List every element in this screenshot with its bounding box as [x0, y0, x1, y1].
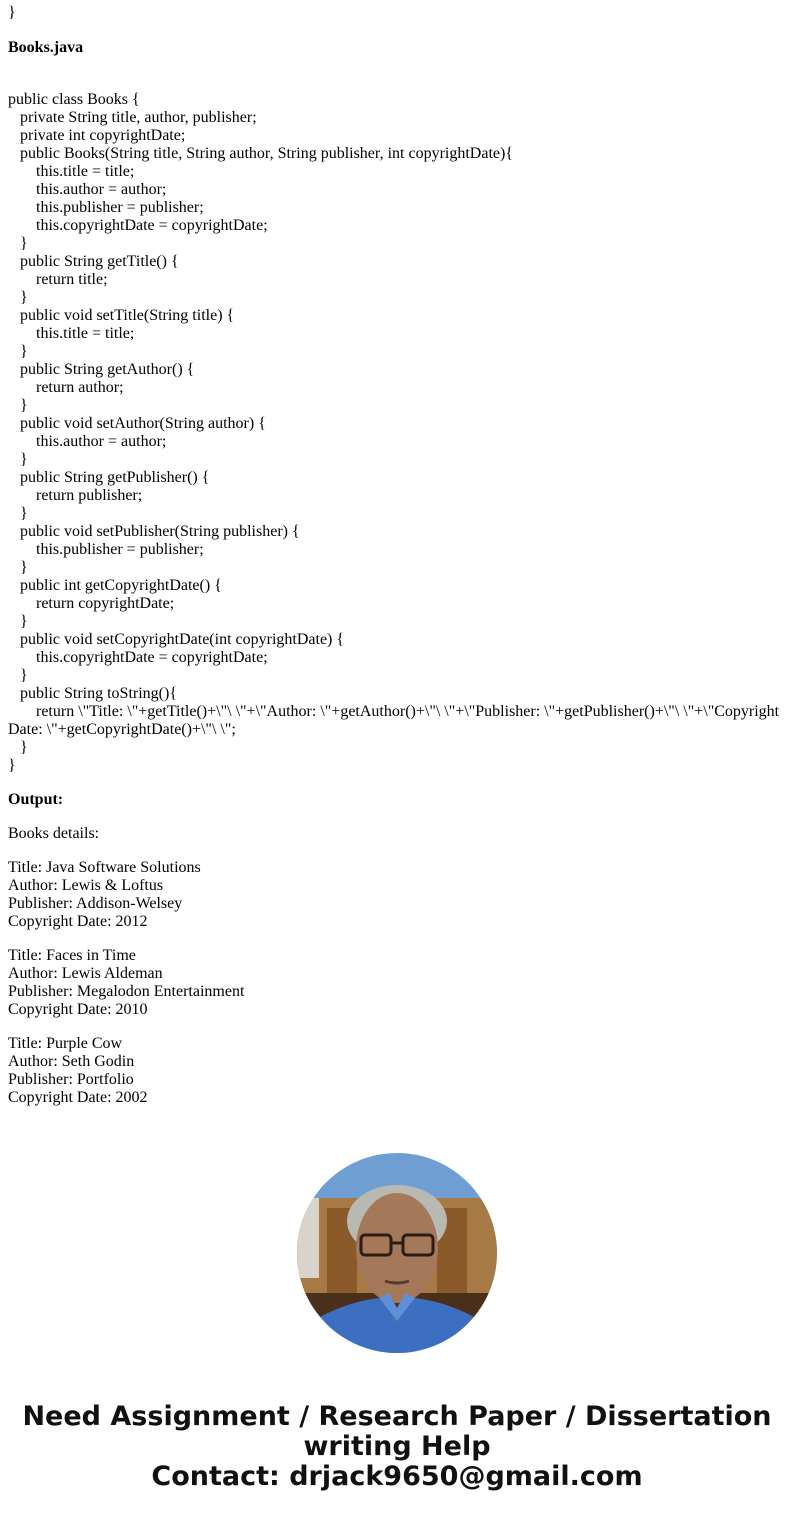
file-heading: Books.java [8, 39, 84, 56]
code-line: private int copyrightDate; [8, 127, 186, 144]
footer-line: Need Assignment / Research Paper / Dissertation [22, 1401, 772, 1432]
code-line: public void setCopyrightDate(int copyrightDate) { [8, 631, 345, 648]
code-line: public void setTitle(String title) { [8, 307, 235, 324]
code-line: } [8, 757, 16, 774]
code-line: private String title, author, publisher; [8, 109, 257, 126]
book-title: Title: Faces in Time [8, 947, 136, 964]
code-line: public String toString(){ [8, 685, 178, 702]
author-avatar [297, 1153, 497, 1353]
book-entry [8, 1035, 148, 1107]
code-line: public String getAuthor() { [8, 361, 195, 378]
book-author: Author: Lewis & Loftus [8, 877, 164, 894]
book-entry [8, 859, 201, 931]
footer-line: writing Help [303, 1431, 491, 1462]
book-publisher: Publisher: Addison-Welsey [8, 895, 183, 912]
code-line: this.copyrightDate = copyrightDate; [8, 217, 268, 234]
book-author: Author: Lewis Aldeman [8, 965, 163, 982]
code-line: this.copyrightDate = copyrightDate; [8, 649, 268, 666]
code-line: return author; [8, 379, 124, 396]
footer-contact-email: Contact: drjack9650@gmail.com [151, 1461, 643, 1492]
code-line: } [8, 667, 28, 684]
code-line: public void setPublisher(String publisher) { [8, 523, 300, 540]
book-publisher: Publisher: Megalodon Entertainment [8, 983, 245, 1000]
code-line: } [8, 289, 28, 306]
code-line: return publisher; [8, 487, 143, 504]
code-line: this.title = title; [8, 325, 135, 342]
book-author: Author: Seth Godin [8, 1053, 135, 1070]
code-line: return \"Title: \"+getTitle()+\"\ \"+\"Author: \"+getAuthor()+\"\ \"+\"Publisher: \"+getPublisher()+\"\ \"+\"Copyright Date: \"+getCopyrightDate()+\"\ \"; [8, 703, 784, 738]
code-line: } [8, 235, 28, 252]
code-line: public Books(String title, String author, String publisher, int copyrightDate){ [8, 145, 514, 162]
code-line: public void setAuthor(String author) { [8, 415, 266, 432]
book-publisher: Publisher: Portfolio [8, 1071, 134, 1088]
code-line: return title; [8, 271, 108, 288]
code-line: public int getCopyrightDate() { [8, 577, 222, 594]
book-title: Title: Java Software Solutions [8, 859, 201, 876]
code-line: } [8, 559, 28, 576]
output-heading: Output: [8, 791, 64, 808]
code-line: public class Books { [8, 91, 140, 108]
code-line: this.title = title; [8, 163, 135, 180]
code-line: } [8, 739, 28, 756]
book-copyright-date: Copyright Date: 2010 [8, 1001, 148, 1018]
code-block [8, 91, 786, 775]
code-line: } [8, 343, 28, 360]
book-entry [8, 947, 244, 1019]
book-copyright-date: Copyright Date: 2012 [8, 913, 148, 930]
output-intro: Books details: [8, 825, 100, 842]
code-line: public String getPublisher() { [8, 469, 210, 486]
code-line: public String getTitle() { [8, 253, 179, 270]
code-line: return copyrightDate; [8, 595, 175, 612]
author-photo-image [297, 1153, 497, 1353]
code-line: } [8, 613, 28, 630]
code-line: } [8, 505, 28, 522]
code-line: this.publisher = publisher; [8, 199, 204, 216]
book-copyright-date: Copyright Date: 2002 [8, 1089, 148, 1106]
footer-contact [0, 1402, 794, 1492]
book-title: Title: Purple Cow [8, 1035, 123, 1052]
previous-closing-brace: } [8, 4, 16, 21]
code-line: } [8, 397, 28, 414]
code-line: this.author = author; [8, 433, 167, 450]
code-line: } [8, 451, 28, 468]
code-line: this.publisher = publisher; [8, 541, 204, 558]
code-line: this.author = author; [8, 181, 167, 198]
